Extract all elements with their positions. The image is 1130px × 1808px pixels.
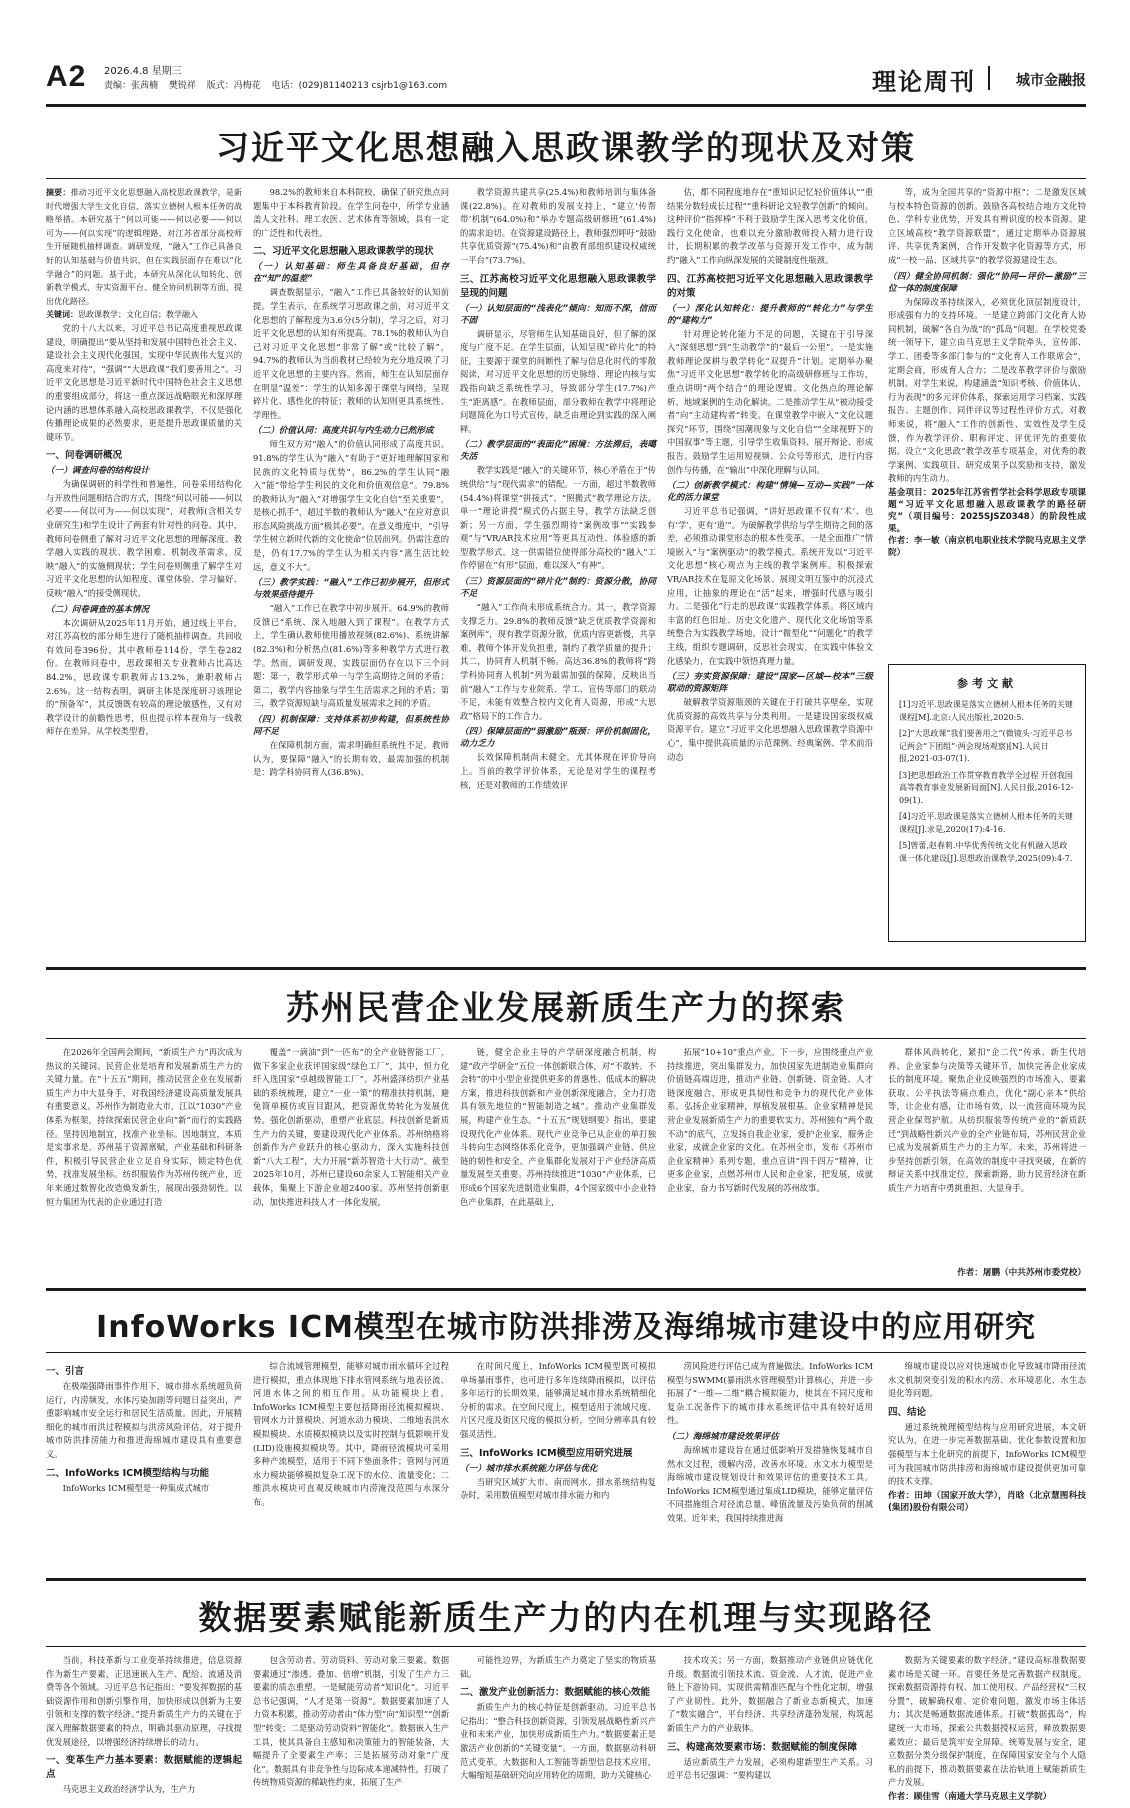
references-box [888, 664, 1086, 942]
sub-heading: （一）认知基础：师生具备良好基础，但存在“知”的温差” [253, 262, 449, 285]
article3-column-1 [46, 1360, 242, 1572]
paragraph: 包含劳动者、劳动资料、劳动对象三要素。数据要素通过“渗透、叠加、倍增”机制，引发了生产力三要素的质态重塑。一是赋能劳动者“知识化”。习近平总书记强调，“人才是第一资源”。数据要素加速了人力资本积累，推动劳动者由“体力型”向“知识型”“创新型”转变；二是驱动劳动资料“智能化”。数据嵌入生产工具，使其具备自主感知和决策能力的智能装备，大幅提升了全要素生产率；三是拓展劳动对象“广度化”。数据具有非竞争性与边际成本递减特性，打破了传统物质资源的稀缺性约束，拓展了生产 [253, 1655, 449, 1788]
paragraph: 马克思主义政治经济学认为，生产力 [62, 1784, 196, 1795]
paragraph: 海绵城市建设旨在通过低影响开发措施恢复城市自然水文过程，缓解内涝，改善水环境。水文水力模型是海绵城市建设规划设计和效果评估的重要技术工具。InfoWorks ICM模型通过集成LID模块，能够定量评估不同措施组合对径流总量、峰值流量及污染负荷的削减效果。近年来，我国持续推进海 [667, 1444, 873, 1523]
sub-heading: （四）健全协同机制：强化“协同—评价—激励”三位一体的制度保障 [888, 271, 1086, 294]
paragraph: 习近平总书记强调，“讲好思政课不仅有‘术’、也有‘学’，更有‘道’”。为破解教学供给与学生期待之间的落差，必须推动课堂形态的根本性变革。一是全面推广“情境嵌入”与“案例驱动”的教学模式。系统开发以“习近平文化思想”核心观点为主线的教学案例库。积极探索VR/AR技术在复原文化场景、展现文明互鉴中的沉浸式应用，让抽象的理论在“活”起来，增强时代感与吸引力。二是强化“行走的思政课”实践教学体系。将区域内丰富的红色旧址、历史文化遗产、现代化文化场馆等系统整合为实践教学场地，设计“微型化”“问题化”的教学主线，组织专题调研，反思社会现实，在实践中体验文化感染力，在实践中领悟真理力量。 [667, 506, 873, 666]
reference-item: [3]把思想政治工作贯穿教育教学全过程 开创我国高等教育事业发展新局面[N].人民日报,2016-12-09(1). [899, 770, 1074, 805]
paragraph: 破解教学资源瓶颈的关键在于打破共享壁垒，实现优质资源的高效共享与分类利用。一是建设国家级权威资源平台。建立“习近平文化思想融入思政课教学资源中心”，集中提供高质量的示范课例、经典案例、学术前沿动态 [667, 697, 873, 762]
paragraph: 绵城市建设以应对快速城市化导致城市降雨径流水文机制突变引发的积水内涝、水环境恶化、水生态退化等问题。 [888, 1361, 1086, 1399]
paragraph: 涝风险进行评估已成为普遍做法。InfoWorks ICM模型与SWMM(暴雨洪水管理模型)计算核心，并进一步拓展了“一维—二维”耦合模拟能力，使其在不同尺度和复杂工况条件下的城市排水系统评估中具有较好适用性。 [667, 1361, 873, 1426]
reference-item: [1]习近平.思政课是落实立德树人根本任务的关键课程[M].北京:人民出版社,2020:5. [899, 700, 1073, 722]
contact-info: 电话：(029)81140213 csjrb1@163.com [271, 81, 448, 91]
paragraph: 教学实践是“融入”的关键环节，核心矛盾在于“传统供给”与“现代需求”的错配。一方面，超过半数教师(54.4%)将课堂“拼接式”、“照搬式”教学理论方法。单一“理论讲授”模式仍占据主导，教学方法缺乏创新；另一方面，学生强烈期待“案例故事”“实践参观”与“VR/AR技术应用”等更具互动性、体验感的新型教学形式。这一供需错位使得部分高校的“融入”工作停留在“有形”层面，难以深入“有神”。 [460, 465, 656, 571]
layout-editor: 版式：冯梅花 [206, 81, 261, 91]
reference-item: [5]曾蕾,赵春莉.中华优秀传统文化有机融入思政课一体化建设[J].思想政治课教学,2025(09):4-7. [899, 841, 1073, 863]
article1-column-2 [253, 186, 449, 961]
paragraph: InfoWorks ICM模型是一种集成式城市 [62, 1482, 210, 1493]
editor-2: 樊锐祥 [168, 81, 196, 91]
reference-item: [2]“大思政课”我们要善用之”(微镜头·习近平总书记两会“下团组”·两会现场观察)[N].人民日报,2021-03-07(1). [899, 729, 1073, 763]
paragraph: 估，都不同程度地存在“重知识记忆轻价值体认”“重结果分数轻成长过程”“重科研论文轻教学创新”的倾向。这种评价“指挥棒”不利于鼓励学生深入思考文化价值，践行文化使命，也难以充分激励教师投入精力进行设计，长期积累的教学改革与资源开发工作中，成为制约“融入”工作向纵深发展的关键制度性瓶颈。 [667, 187, 873, 265]
section-heading: 三、InfoWorks ICM模型应用研究进展 [460, 1447, 633, 1459]
section-heading: 二、InfoWorks ICM模型结构与功能 [46, 1467, 210, 1479]
paragraph: 技术攻关；另一方面，数据推动产业链供应链优化升级。数据流引领技术流、资金流、人才流，促进产业链上下游协同，实现供需精准匹配与个性化定制，增强了产业韧性。此外，数据融合了新业态新模式，加速了“数实融合”，平台经济、共享经济蓬勃发展，构筑起新质生产力的产业载体。 [667, 1655, 873, 1733]
article4-column-5 [888, 1654, 1086, 1802]
article4-column-2 [253, 1654, 449, 1790]
fund-note: 基金项目：2025年江苏省哲学社会科学思政专项课题“习近平文化思想融入思政课教学的路径研究”（项目编号：2025SJSZ0348）的阶段性成果。 [888, 487, 1086, 534]
paragraph: 新质生产力的核心特征是创新驱动。习近平总书记指出：“整合科技创新资源，引领发展战略性新兴产业和未来产业，加快形成新质生产力。”数据要素正是激活产业创新的“关键变量”。一方面，数据驱动科研范式变革。大数据和人工智能等新型信息技术应用，大幅缩短基础研究向应用转化的周期，助力关键核心 [460, 1702, 656, 1781]
sub-heading: （二）教学层面的“表面化”困境：方法滞后，表噶失活 [460, 440, 656, 463]
paragraph: “融入”工作已在教学中初步展开。64.9%的教师反馈已“系统、深入地融入到了课程”。在教学方式上，学生确认教师使用播放视频(82.6%)、系统讲解(82.3%)和分析热点(81.6%)等多种教学方式进行教学。然而，调研发现，实践层面仍存在以下三个问题：第一，教学形式单一与学生高期待之间的矛盾；第二，教学内容抽象与学生生活需求之间的矛盾；第三，教学资源短缺与高质量发展需求之间的矛盾。 [253, 603, 449, 709]
divider [46, 1578, 1086, 1581]
reference-item: [4]习近平.思政课是落实立德树人根本任务的关键课程[J].求是,2020(17):4-16. [899, 812, 1073, 834]
section-heading: 二、习近平文化思想融入思政课教学的现状 [253, 246, 434, 258]
article3-column-2 [253, 1360, 449, 1572]
section-heading: 二、激发产业创新活力：数据赋能的核心效能 [460, 1687, 651, 1699]
article4-author: 作者：顾佳雪（南通大学马克思主义学院） [888, 1791, 1052, 1802]
sub-heading: （一）调查问卷的结构设计 [46, 466, 150, 477]
article1-author: 作者：李一敏（南京机电职业技术学院马克思主义学院） [888, 535, 1086, 558]
section-heading: 四、结论 [888, 1406, 927, 1418]
paragraph: 当前，科技革新与工业变革持续推进，信息资源作为新生产要素，正迅速嵌入生产、配给、流通及消费等各个领域。习近平总书记指出：“要发挥数据的基础资源作用和创新引擎作用，加快形成以创新为主要引领和支撑的数字经济。”提升新质生产力的关键在于深入理解数据要素的特点，明确其驱动原理，寻找提优发展途径，以增强经济持续增长的动力。 [46, 1655, 242, 1747]
article4-headline: 数据要素赋能新质生产力的内在机理与实现路径 [198, 1598, 934, 1637]
paper-name: 城市金融报 [1016, 73, 1086, 89]
sub-heading: （二）创新教学模式：构建“情境—互动—实践”一体化的活力课堂 [667, 481, 873, 504]
paragraph: 在时间尺度上，InfoWorks ICM模型既可模拟单场暴雨事件，也可进行多年连续降雨模拟，以评估多年运行的长期效果，能够满足城市排水系统精细化分析的需求。在空间尺度上，模型适用于流域尺度、片区尺度及街区尺度的模拟分析，空间分辨率具有较强灵活性。 [460, 1361, 656, 1439]
article2-column-2 [253, 1046, 449, 1264]
paragraph: 在极端强降雨事件作用下，城市排水系统超负荷运行，内涝频发，水体污染加剧等问题日益突出，严重影响城市安全运行和居民生活质量。因此，开展精细化的城市雨洪过程模拟与洪涝风险评估，对于提升城市防洪排涝能力和推进海绵城市建设具有重要意义。 [46, 1381, 242, 1459]
sub-heading: （三）教学实践：“融入”工作已初步展开，但形式与效果亟待提升 [253, 578, 449, 601]
divider [46, 1038, 1086, 1039]
article2-column-4 [667, 1046, 873, 1264]
section-heading: 一、问卷调研概况 [46, 450, 123, 462]
paragraph: 教学资源共建共享(25.4%)和教师培训与集体备课(22.8%)。在对教师的发展支持上，“建立‘传帮带’机制”(64.0%)和“举办专题高级研修班”(61.4%)的需求迫切。在资源建设路径上，教师强烈呼吁“鼓励共享优质资源”(75.4%)和“由教育部组织建设权威统一平台”(73.7%)。 [460, 187, 656, 265]
paragraph: “融入”工作尚未形成系统合力。其一，教学资源支撑乏力。29.8%的教师反馈“缺乏优质教学资源和案例库”，现有教学资源分散，优质内容更新慢，共享难，教师个体开发负担重，制约了教学质量的提升；其二，协同育人机制不畅。高达36.8%的教师将“跨学科协同育人机制”列为最需加强的保障，反映出当前“融入”工作与专业院系、学工、宣传等部门的联动不足，未能有效整合校内文化育人资源，形成“大思政”格局下的工作合力。 [460, 602, 656, 721]
paragraph: 可能性边界，为新质生产力奠定了坚实的物质基础。 [460, 1655, 656, 1679]
paragraph: 党的十八大以来，习近平总书记高度重视思政课建设，明确提出“要从坚持和发展中国特色社会主义、建设社会主义现代化强国，实现中华民族伟大复兴的高度来对待”，“强调”“大思政课”我们要善用之”。习近平文化思想是习近平新时代中国特色社会主义思想的重要组成部分，将这一重点深远战略眼光和深厚理论内涵的思想体系融入高校思政课教学，不仅是强化传播理论成果的必然要求，更是提升思政课质量的关键环节。 [46, 322, 242, 442]
paragraph: 通过系统梳理模型结构与应用研究进展，本文研究认为，在进一步完善数据基础、优化参数设置和加强模型与本土化研究的前提下，InfoWorks ICM模型可为我国城市防洪排涝和海绵城市建设提供更加可靠的技术支撑。 [888, 1421, 1086, 1487]
article1-column-5 [888, 186, 1086, 656]
article1-column-3 [460, 186, 656, 961]
divider [46, 178, 1086, 179]
divider [46, 1646, 1086, 1647]
paragraph: 在2026年全国两会期间，“新质生产力”再次成为热议的关键词。民营企业是培育和发展新质生产力的关键力量。在“十五五”期间，推动民营企业在发展新质生产力中大显身手，对我国经济建设高质量发展具有重要意义。苏州作为制造业大市，江以“1030”产业体系为框架，持续探索民营企业向“新”而行的实践路径。坚持因地制宜，找准产业坐标。因地制宜，本质是实事求是。苏州基于资源禀赋，产业基础和科研条件，积极引导民营企业立足自身实际，锁定特色优势，找准发展坐标。纺织服装作为苏州传统产业，近年来通过数智化改造焕发新生，展现出强劲韧性。以恒力集团为代表的企业通过打造 [46, 1047, 242, 1207]
section-heading: 四、江苏高校把习近平文化思想融入思政课教学的对策 [667, 273, 873, 299]
page-header [46, 60, 1086, 107]
divider [46, 967, 1086, 970]
date-line: 2026.4.8 星期三 [104, 66, 182, 77]
sub-heading: （二）价值认同：高度共识与内生动力已然形成 [253, 426, 434, 437]
paragraph: 等，成为全国共享的“资源中枢”；二是激发区域与校本特色资源的创新。鼓励各高校结合地方文化特色、学科专业优势，开发具有辨识度的校本资源。建立区域高校“教学资源联盟”，通过定期举办资源展评、共享优秀案例，合作开发数字化资源等方式，形成“一校一品、区域共享”的教学资源建设生态。 [888, 187, 1086, 265]
sub-heading: （一）认知层面的“浅表化”倾向：知而不深，信而不固 [460, 303, 656, 326]
paragraph: 适应新质生产力发展，必须构建新型生产关系。习近平总书记强调：“要构建以 [667, 1756, 873, 1781]
paragraph: 在保障机制方面，需求明确但系统性不足。教师认为，要保障“融入”的长期有效，最需加强的机制是：跨学科协同育人(36.8%)、 [253, 740, 449, 778]
sub-heading: （三）资源层面的“碎片化”制约：资源分散，协同不足 [460, 577, 656, 600]
section-title: 理论周刊 [872, 62, 976, 97]
article3-headline: InfoWorks ICM模型在城市防洪排涝及海绵城市建设中的应用研究 [96, 1310, 1036, 1345]
paragraph: 数据为关键要素的数字经济。”建设高标准数据要素市场是关键一环。首要任务是完善数据产权制度。探索数据资源持有权、加工使用权、产品经营权“三权分置”，破解确权难、定价难问题，激发市场主体活力；其次是畅通数据流通体系。打破“数据孤岛”，构建统一大市场，探索公共数据授权运营，释放数据要素效应；最后是筑牢安全屏障。统筹发展与安全，建立数据分类分级保护制度，在保障国家安全与个人隐私的前提下，推动数据要素在法治轨道上赋能新质生产力发展。 [888, 1655, 1086, 1788]
sub-heading: （三）夯实资源保障：建设“国家—区域—校本”三级联动的资源矩阵 [667, 672, 873, 695]
keywords: 关键词：思政课教学；文化自信；教学融入 [46, 310, 198, 320]
article2-column-3 [460, 1046, 656, 1264]
page-number: A2 [46, 60, 87, 93]
editor-1: 责编：张茜楠 [104, 81, 159, 91]
paragraph: 综合流域管理模型，能够对城市雨水循环全过程进行模拟，重点体现地下排水管网系统与地表径流、河道水体之间的相互作用。从功能模块上看，InfoWorks ICM模型主要包括降雨径流模拟模块、管网水力计算模块、河道水动力模块、二维地表洪水模拟模块、水质模拟模块以及实时控制与低影响开发(LID)设施模拟模块等。其中，降雨径流模块可采用多种产流模型，适用于不同下垫面条件；管网与河道水力模块能够模拟复杂工况下的水位、流量变化；二维洪水模块可直观反映城市内涝淹没范围与水深分布。 [253, 1361, 449, 1507]
divider [46, 1352, 1086, 1353]
article3-column-5 [888, 1360, 1086, 1572]
article2-headline: 苏州民营企业发展新质生产力的探索 [286, 988, 846, 1027]
paragraph: 师生双方对“融入”的价值认同形成了高度共识。91.8%的学生认为“融入”有助于“更好地理解国家和民族的文化特质与优势”，86.2%的学生认同“融入”能“带给学生利民的文化和价值观信息”。79.8%的教师认为“融入”对增强学生文化自信“至关重要”，是核心抓手”，超过半数的教师认为“融入”在应对意识形态风险挑战方面“极其必要”。在意义维度中，“引导学生树立新时代新的文化使命”位居前列。仍需注意的是，仍有17.7%的学生认为相关内容“离生活比较远，意义不大”。 [253, 439, 449, 572]
sub-heading: （一）深化认知转化：提升教师的“转化力”与学生的“建构力” [667, 303, 873, 326]
section-heading: 三、江苏高校习近平文化思想融入思政课教学呈现的问题 [460, 273, 656, 299]
article1-headline: 习近平文化思想融入思政课教学的现状及对策 [216, 128, 916, 167]
paragraph: 为保障改革持续深入，必须优化顶层制度设计，形成强有力的支持环境。一是建立跨部门文化育人协同机制，破解“各自为战”的“孤岛”问题。在学校党委统一领导下，建立由马克思主义学院牵头，宣传部、学工、团委等多部门参与的“文化育人工作联席会”，定期会商，形成育人合力；二是改革教学评价与激励机制。对学生来说，构建涵盖“知识考核、价值体认、行为表现”的多元评价体系，探索运用学习档案、实践报告、主题创作、同伴评议等过程性评价方式。对教师来说，将“融入”工作的创新性、实效性及学生反馈，作为教学评价、职称评定、评优评先的重要依据。设立“文化思政”教学改革专项基金，对优秀的教学案例、实践项目、研究成果予以奖励和支持，激发教师的内生动力。 [888, 296, 1086, 484]
sub-heading: （四）机制保障：支持体系初步构建，但系统性协同不足 [253, 715, 449, 737]
article2-column-1 [46, 1046, 242, 1264]
abstract: 摘要：推动习近平文化思想融入高校思政课教学，是新时代增强大学生文化自信、落实立德树人根本任务的战略举措。本研究基于“何以可能——何以必要——何以可为——何以实现”的逻辑理路，对江苏省部分高校师生开展随机抽样调查。调研发现，“融入”工作已具备良好的认知基础与价值共识，但在实践层面存在难以“化学融合”的问题。基于此，本研究从深化认知转化、创新教学模式、夯实资源平台、健全协同机制等方面，提出优化路径。 [46, 188, 243, 306]
editor-line [104, 78, 455, 91]
article4-column-4 [667, 1654, 873, 1790]
section-heading: 一、变革生产力基本要素：数据赋能的逻辑起点 [46, 1755, 242, 1781]
paragraph: 长效保障机制尚未健全，尤其体现在评价导向上。当前的教学评价体系，无论是对学生的课程考核，还是对教师的工作绩效评 [460, 752, 656, 790]
paragraph: 针对理论转化能力不足的问题，关键在于引导深入“深刻思想”到“生动教学”的“最后一公里”。一是实施教师理论深耕与教学转化“双提升”计划。定期举办聚焦“习近平文化思想”教学转化的高级研修班与工作坊，重点讲明“两个结合”的理论逻辑、文化热点的理论解析、地域案例的生动化解读。二是推动学生从“被动接受者”向“主动建构者”转变。在课堂教学中嵌入“文化议题探究”环节，围绕“国潮现象与文化自信”“全球视野下的中国叙事”等主题，引导学生收集资料、展开辩论、形成报告。鼓励学生运用短视频、公众号等形式，进行内容创作与传播，在“输出”中深化理解与认同。 [667, 328, 873, 475]
divider [46, 1288, 1086, 1291]
paragraph: 覆盖“一滴油”到“一匹布”的全产业链智能工厂，做下多家企业获评国家级“绿色工厂”，其中，恒力化纤入选国家“卓越级智能工厂”。苏州盛泽纺织产业基础的系统梳理，建立“一业一策”的精准扶持机制，避免简单模仿或盲目跟风，把资源优势转化为发展优势。强化创新驱动，重塑产业底层。科技创新是新质生产力的关键，要建设现代化产业体系。苏州纳格将创新作为产业跃升的核心驱动力，深入实施科技创新“八大工程”，大力开展“新苏智造十大行动”。截至2025年10月，苏州已建设60余家人工智能相关产业载体，集聚上下游企业超2400家。苏州坚持创新驱动，加快推进科技人才一体化发展， [253, 1047, 449, 1207]
article1-column-4 [667, 186, 873, 961]
article1-column-1 [46, 186, 242, 961]
article2-byline [888, 1266, 1086, 1282]
article4-column-1 [46, 1654, 242, 1795]
article4-column-3 [460, 1654, 656, 1790]
section-heading: 三、构建高效要素市场：数据赋能的制度保障 [667, 1741, 858, 1753]
sub-heading: （一）城市排水系统能力评估与优化 [460, 1463, 598, 1474]
article3-column-3 [460, 1360, 656, 1572]
paragraph: 调研显示，尽管师生认知基础良好，但了解的深度与广度不足。在学生层面，认知呈现“碎片化”的特征，主要源于课堂的间断性了解与信息化时代的零散阅读，对习近平文化思想的历史脉络、理论内核与实践指向缺乏系统性学习，导致部分学生(17.7%)产生“距离感”。在教师层面，部分教师在教学中将理论问题简化为口号式宣传，缺乏由理论到实践的深入阐释。 [460, 328, 656, 434]
references-title: 参考文献 [957, 677, 1017, 690]
paragraph: 链，健全企业主导的产学研深度融合机制，构建“政产学研金”五位一体创新联合体，对“不敢转、不会转”的中小型企业提供更多的普惠性、低成本的解决方案，推进科技创新和产业创新深度融合，全力打造具有领先地位的“智能制造之城”。推动产业集群发展，构建产业生态。“十五五”规划纲要》指出，要建设现代化产业体系。现代产业竞争已从企业的单打独斗转向生态网络体系化竞争，更加强调产业链、供应链的韧性和安全。产业集群化发展对于产业经济高质量发展至关重要。苏州持续推进“1030”产业体系，已形成6个国家先进制造业集群，4个国家级中小企业特色产业集群，在此基础上， [460, 1047, 656, 1207]
paragraph: 98.2%的教师来自本科院校，确保了研究焦点问题集中于本科教育阶段。在学生问卷中，所学专业涵盖人文社科、理工农医、艺术体育等领域，具有一定的广泛性和代表性。 [253, 187, 449, 238]
paragraph: 调查数据显示，“融入”工作已具备较好的认知前提。学生表示，在系统学习思政课之前，对习近平文化思想的了解程度为3.6分(5分制)，学习之后，对习近平文化思想的认知有所提高。78.1%的教师认为自己对习近平文化思想“非常了解”或“比较了解”，94.7%的教师认为当前教材已经较为充分地反映了习近平文化思想的主要内容。然而，师生在认知层面存在明显“温差”：学生的认知多源于课堂与网络，呈现碎片化、感性化的特征；教师的认知则更具系统性、学理性。 [253, 287, 449, 420]
paragraph: 拓展“10+10”重点产业。下一步，应围绕重点产业持续推进，突出集群发力，加快国家先进制造业集群向价值链高端迈进，推动产业链、创新链、资金链、人才链深度融合，形成更具韧性和竞争力的现代化产业体系。弘扬企业家精神，厚植发展根基。企业家精神是民营企业发展新质生产力的重要软实力。苏州独有“两个敢不动”的底气，立发扬自我企业家，爱护企业家，服务企业家，成就企业家的文化。在苏州全市，发布《苏州市企业家精神》系列专题，重点宣讲“四千四万”精神，让更多企业家，点燃苏州市人民和企业家，把发展，成就企业家，奋力书写新时代发展的苏州故事。 [667, 1047, 873, 1193]
article3-column-4 [667, 1360, 873, 1572]
sub-heading: （二）海绵城市建设效果评估 [667, 1431, 779, 1442]
section-heading: 一、引言 [46, 1366, 85, 1377]
paragraph: 当研究区域扩大市、南而网水、排水系统结构复杂时，采用数值模型对城市排水能力和内 [460, 1476, 656, 1501]
sub-heading: （四）保障层面的“弱激励”瓶颈：评价机制固化，动力乏力 [460, 727, 656, 750]
sub-heading: （二）问卷调查的基本情况 [46, 604, 150, 615]
paragraph: 群体风尚转化，紧扣“企二代”传承、新生代培养、企业家参与决策等关键环节，加快完善企业家成长的制度环境。聚焦企业反映强烈的市场准入、要素获取、公平执法等痛点难点，优化“副心亲本”供给等，让企业有感，让市场有效，以一流营商环境为民营企业保驾护航。从纺织服装等传统产业的“新质跃迁”到战略性新兴产业的全产业链布局，苏州民营企业已成为发展新质生产力的主力军。未来，苏州将进一步坚持创新引领，在高效的制度中寻找突破，在新的辩证关系中找准定位，探索新路，助力民营经济在新质生产力培育中勇挑重担、大显身手。 [888, 1047, 1086, 1193]
paragraph: 为确保调研的科学性和普遍性，问卷采用结构化与开放性问题相结合的方式，围绕“何以可能——何以必要——何以可为——何以实现”，对教师(含相关专业研究生)和学生设计了两套有针对性的问卷。其中，教师问卷侧重了解对习近平文化思想的理解深度、教学融入实践的现状、教学困难、机制改革需求，反映“融入”的实施侧现状；学生问卷则侧重了解学生对习近平文化思想的认知程度、课堂体验、学习偏好、反映“融入”的接受侧现状。 [46, 479, 242, 599]
paragraph: 本次调研从2025年11月开始，通过线上平台，对江苏高校的部分师生进行了随机抽样调查。共回收有效问卷396份，其中教师卷114份，学生卷282份。在教师问卷中，思政课相关专业教师占比高达84.2%，思政课专职教师占13.2%，兼职教师占2.6%。这一结构表明，调研主体是深度研习该理论的“预备军”，其反馈既有较高的理论敏感性，又有对教学设计的前瞻性思考，但也提示样本视角与一线教师存在差异。从学校类型看， [46, 617, 242, 737]
article3-author: 作者：田坤（国家开放大学），肖晗（北京慧图科技(集团)股份有限公司） [888, 1490, 1086, 1513]
article2-column-5 [888, 1046, 1086, 1264]
article2-author: 作者：屠鹏（中共苏州市委党校） [957, 1268, 1086, 1278]
